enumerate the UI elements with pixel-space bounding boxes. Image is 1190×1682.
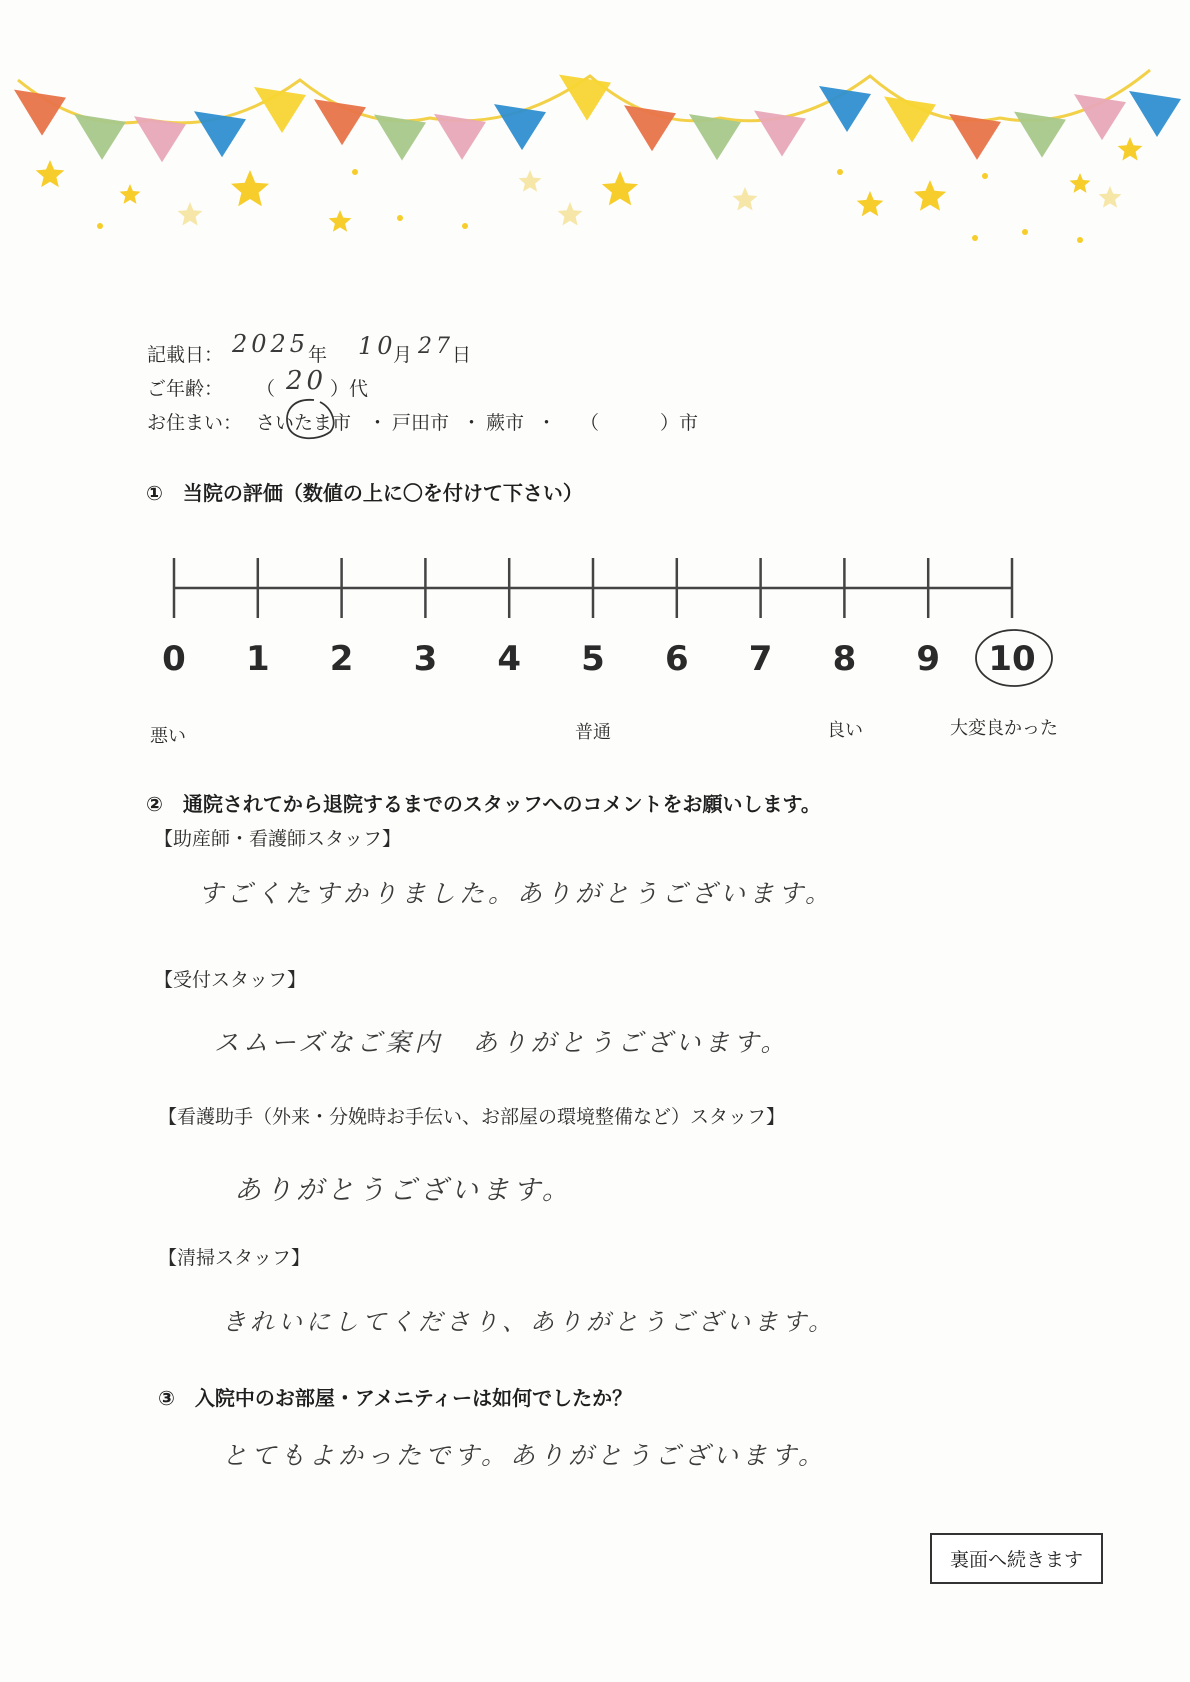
- age-close: ）代: [330, 378, 369, 400]
- residence-option-saitama: さいたま市: [256, 412, 352, 434]
- bunting-decoration: [0, 0, 1190, 260]
- star-icon: [837, 169, 843, 175]
- bunting-flag-icon: [374, 115, 426, 161]
- bunting-flag-icon: [1074, 94, 1126, 140]
- star-icon: [329, 210, 352, 232]
- star-icon: [462, 223, 468, 229]
- star-icon: [97, 223, 103, 229]
- day-value: 27: [418, 334, 454, 359]
- star-icon: [857, 191, 884, 216]
- rating-scale: [150, 540, 1070, 690]
- q2-section-comment: スムーズなご案内 ありがとうございます。: [214, 1028, 790, 1057]
- q2-title: ② 通院されてから退院するまでのスタッフへのコメントをお願いします。: [146, 792, 821, 816]
- age-label: ご年齢：: [147, 378, 224, 400]
- star-icon: [519, 170, 542, 192]
- q2-section-label: 【受付スタッフ】: [154, 969, 307, 991]
- residence-other-open: （: [580, 412, 600, 434]
- age-value: 20: [286, 366, 328, 396]
- star-icon: [733, 187, 758, 211]
- scale-label-good: 良い: [827, 720, 863, 741]
- residence-separator: ・: [462, 412, 482, 434]
- bunting-flag-icon: [819, 86, 871, 132]
- bunting-flag-icon: [494, 104, 546, 150]
- scale-number-4[interactable]: 4: [497, 639, 522, 679]
- bunting-flag-icon: [194, 111, 246, 157]
- scale-number-2[interactable]: 2: [329, 639, 354, 679]
- star-icon: [914, 180, 946, 211]
- residence-option-warabi: 蕨市: [486, 412, 525, 434]
- q2-section-comment: きれいにしてくださり、ありがとうございます。: [222, 1308, 837, 1336]
- scale-number-0[interactable]: 0: [162, 639, 186, 679]
- continue-on-back-box: 裏面へ続きます: [930, 1533, 1103, 1584]
- star-icon: [602, 171, 638, 205]
- q2-section-comment: ありがとうございます。: [234, 1175, 573, 1206]
- bunting-flag-icon: [1014, 112, 1066, 158]
- scale-number-10[interactable]: 10: [988, 639, 1036, 679]
- q2-section-label: 【清掃スタッフ】: [158, 1247, 311, 1269]
- bunting-flag-icon: [14, 70, 1181, 162]
- star-icon: [1077, 237, 1083, 243]
- bunting-flag-icon: [559, 75, 611, 121]
- star-icon: [231, 170, 269, 206]
- star-icon: [120, 184, 141, 204]
- star-icon: [36, 160, 65, 187]
- star-icon: [982, 173, 988, 179]
- residence-option-toda: 戸田市: [392, 412, 450, 434]
- bunting-flag-icon: [884, 96, 936, 142]
- bunting-flag-icon: [314, 99, 366, 145]
- date-label: 記載日：: [147, 344, 224, 366]
- scale-number-5[interactable]: 5: [581, 639, 605, 679]
- scale-label-normal: 普通: [575, 722, 611, 743]
- bunting-flag-icon: [74, 114, 126, 160]
- bunting-flag-icon: [624, 105, 676, 151]
- month-unit: 月: [393, 344, 413, 366]
- scale-label-very-good: 大変良かった: [950, 718, 1058, 739]
- selection-circle-icon: [280, 396, 340, 446]
- q1-title: ① 当院の評価（数値の上に〇を付けて下さい）: [146, 481, 583, 505]
- q2-section-label: 【助産師・看護師スタッフ】: [154, 828, 402, 850]
- scale-number-8[interactable]: 8: [832, 639, 857, 679]
- residence-separator: ・: [368, 412, 388, 434]
- day-unit: 日: [452, 344, 472, 366]
- bunting-flag-icon: [949, 114, 1001, 160]
- year-value: 2025: [232, 330, 310, 358]
- star-icon: [397, 215, 403, 221]
- bunting-flag-icon: [754, 111, 806, 157]
- scale-number-1[interactable]: 1: [245, 639, 270, 679]
- residence-label: お住まい：: [147, 412, 243, 434]
- star-icon: [1118, 137, 1143, 161]
- q2-section-comment: すごくたすかりました。ありがとうございます。: [198, 879, 835, 908]
- q2-section-label: 【看護助手（外来・分娩時お手伝い、お部屋の環境整備など）スタッフ】: [158, 1106, 786, 1128]
- year-unit: 年: [308, 344, 328, 366]
- star-icon: [352, 169, 358, 175]
- q3-title: ③ 入院中のお部屋・アメニティーは如何でしたか？: [158, 1386, 633, 1410]
- scale-number-3[interactable]: 3: [413, 639, 438, 679]
- bunting-flag-icon: [254, 87, 306, 133]
- bunting-flag-icon: [689, 114, 741, 160]
- month-value: 10: [358, 332, 397, 360]
- bunting-flag-icon: [1129, 91, 1181, 137]
- star-icon: [1070, 173, 1091, 193]
- star-icon: [1022, 229, 1028, 235]
- star-icon: [178, 202, 203, 226]
- star-icon: [972, 235, 978, 241]
- bunting-flag-icon: [434, 114, 486, 160]
- star-icon: [1099, 186, 1122, 208]
- bunting-flag-icon: [14, 90, 66, 136]
- residence-other-close: ）市: [660, 412, 699, 434]
- scale-number-9[interactable]: 9: [916, 639, 941, 679]
- star-icon: [558, 202, 583, 226]
- bunting-flag-icon: [134, 116, 186, 162]
- scale-number-7[interactable]: 7: [748, 639, 773, 679]
- q3-comment: とてもよかったです。ありがとうございます。: [222, 1441, 828, 1470]
- age-open: （: [256, 378, 276, 400]
- residence-separator: ・: [537, 412, 557, 434]
- scale-number-6[interactable]: 6: [664, 639, 689, 679]
- scale-label-bad: 悪い: [150, 726, 186, 747]
